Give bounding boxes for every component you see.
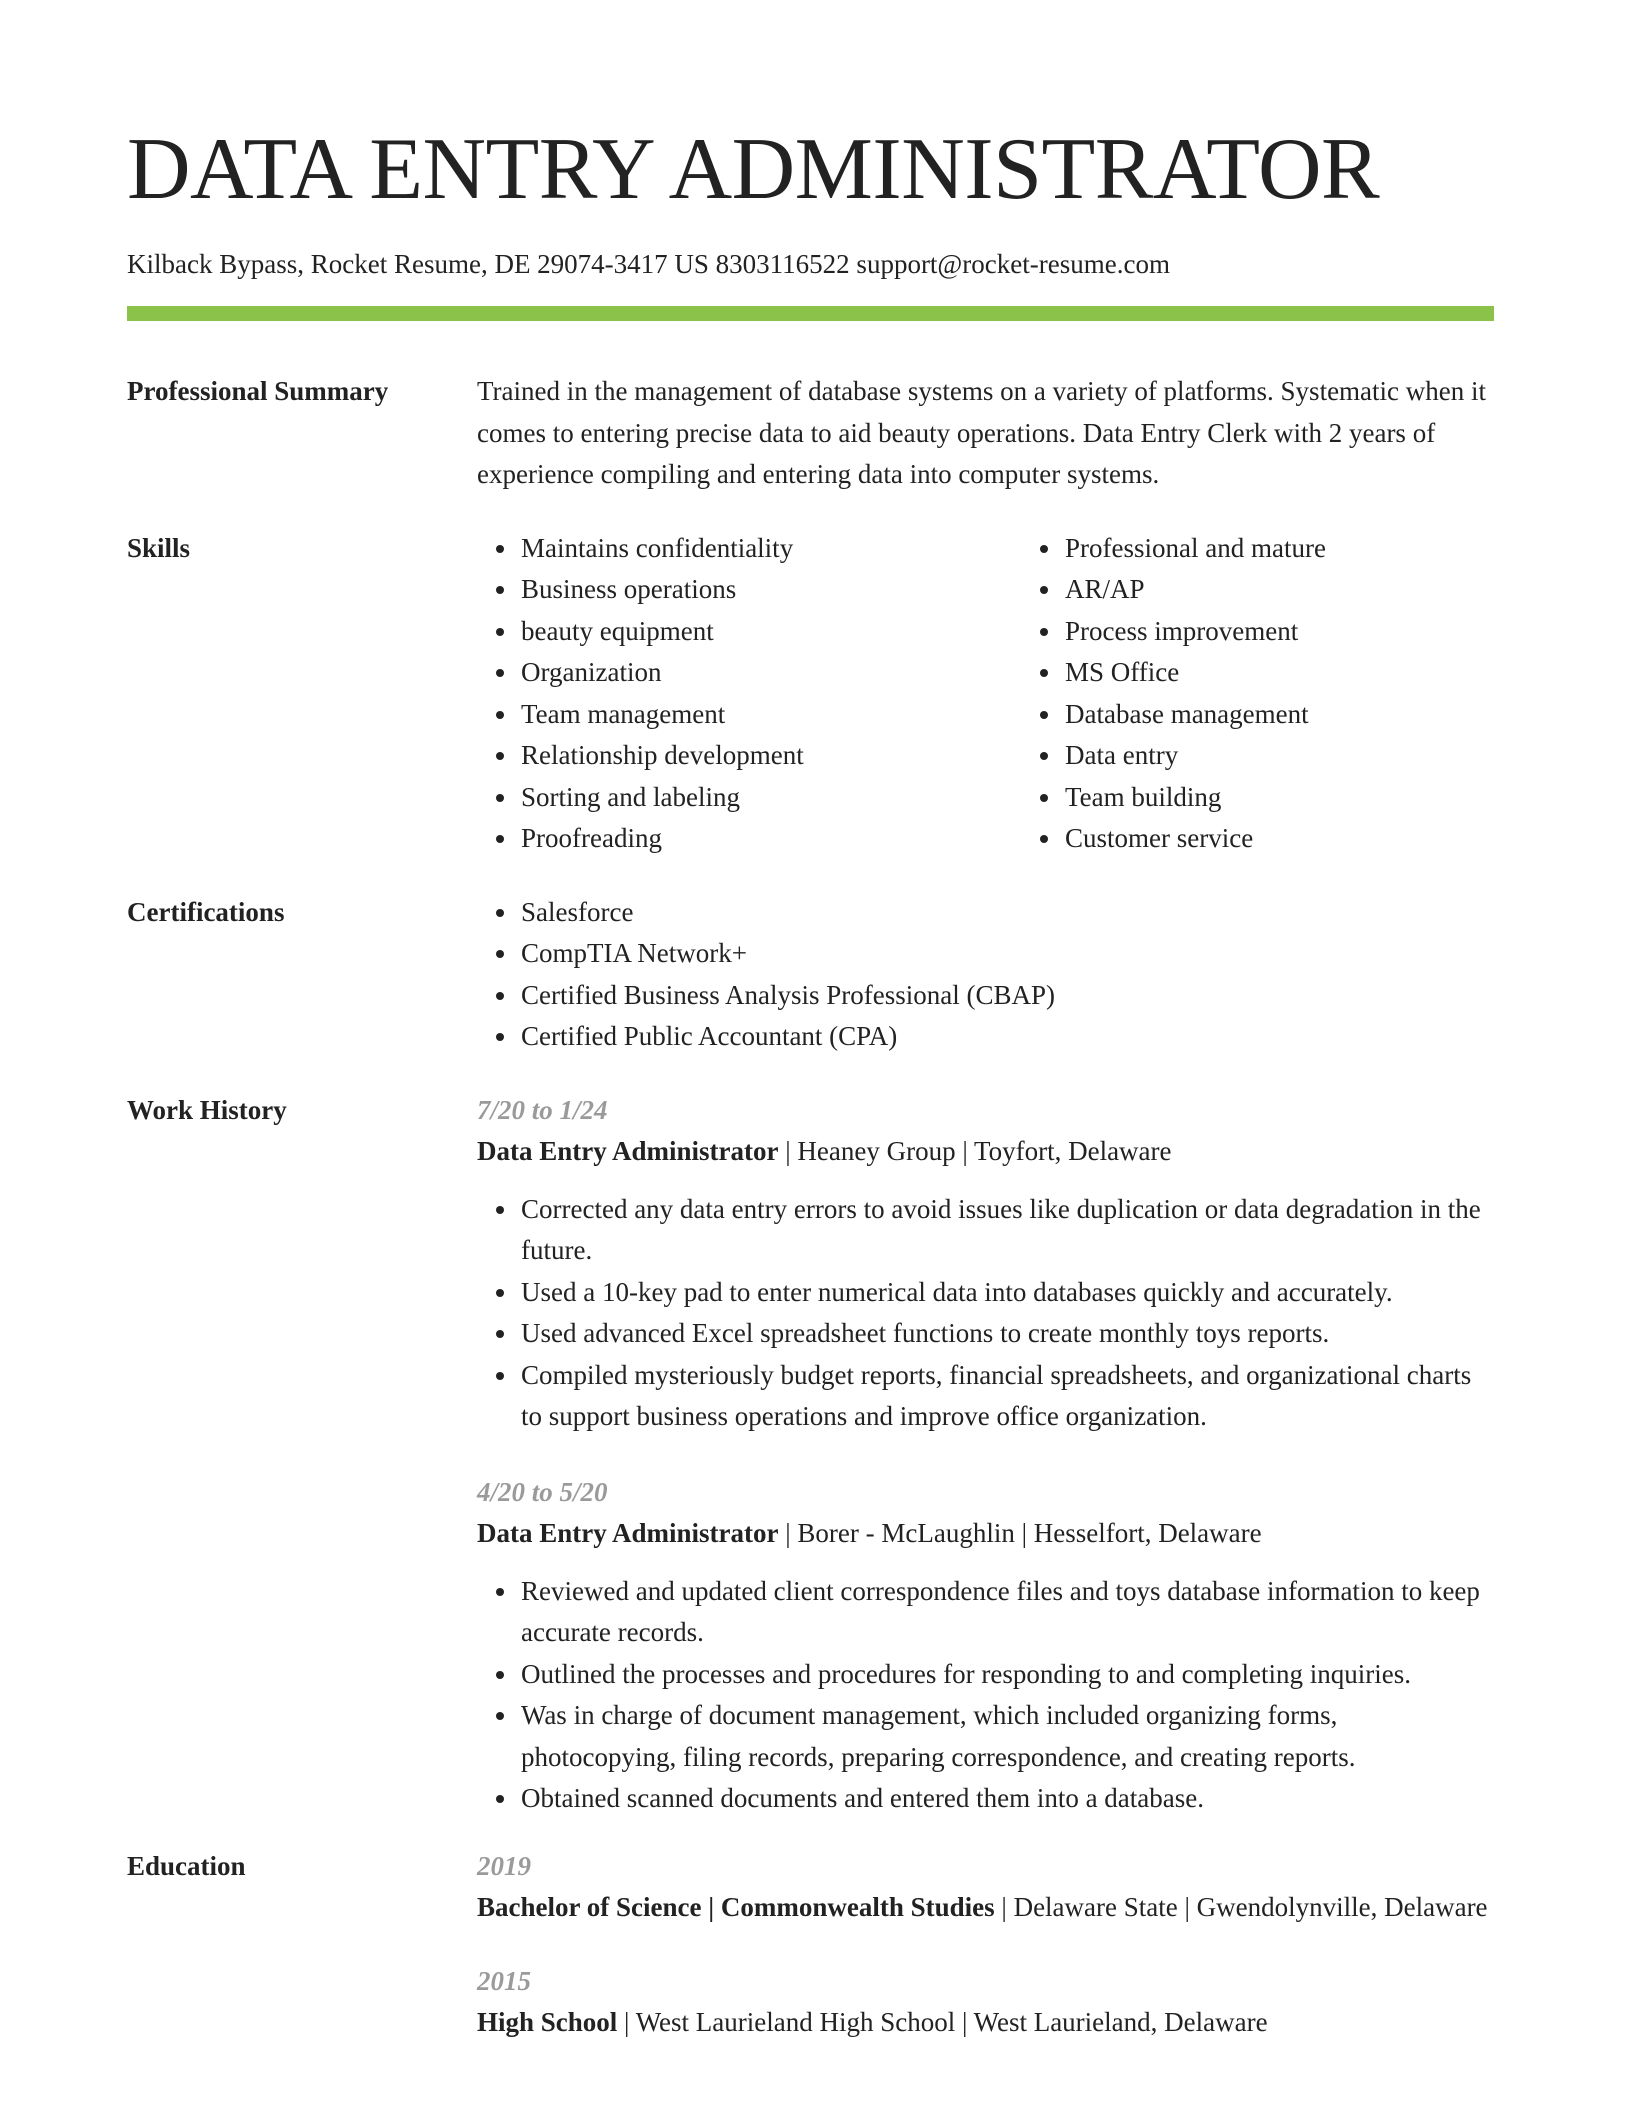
skills-list-left [477,528,1021,860]
job-bullet: Used a 10-key pad to enter numerical data into databases quickly and accurately. [521,1272,1494,1314]
job-bullet: Outlined the processes and procedures for responding to and completing inquiries. [521,1654,1494,1696]
summary-text: Trained in the management of database systems on a variety of platforms. Systematic when it comes to entering precise data to aid beauty operations. Data Entry Clerk with 2 years of experience compiling and entering data into computer systems. [477,376,1487,489]
education-heading: Education [127,1850,246,1881]
job-title: Data Entry Administrator [477,1136,779,1166]
education-body [477,1846,1494,2044]
education-section [127,1846,1494,2044]
work-history-heading: Work History [127,1094,287,1125]
skill-item: Proofreading [521,818,1021,860]
job-entry [477,1472,1494,1820]
job-date: 7/20 to 1/24 [477,1094,608,1125]
job-title-line [477,1513,1494,1555]
resume-page [127,118,1494,2044]
job-bullet: Reviewed and updated client correspondence files and toys database information to keep accurate records. [521,1571,1494,1654]
job-date: 4/20 to 5/20 [477,1476,608,1507]
education-date: 2019 [477,1850,531,1881]
education-date: 2015 [477,1965,531,1996]
education-entry [477,1961,1494,2044]
summary-section [127,371,1494,496]
job-details: | Heaney Group | Toyfort, Delaware [778,1136,1172,1166]
skill-item: Professional and mature [1065,528,1565,570]
skill-item: Data entry [1065,735,1565,777]
skill-item: Relationship development [521,735,1021,777]
job-details: | Borer - McLaughlin | Hesselfort, Delaware [778,1518,1262,1548]
education-degree: Bachelor of Science | Commonwealth Studies [477,1892,995,1922]
skills-columns [477,528,1565,860]
work-history-body [477,1090,1494,1820]
job-bullets [477,1189,1494,1438]
contact-line: Kilback Bypass, Rocket Resume, DE 29074-3417 US 8303116522 support@rocket-resume.com [127,249,1170,279]
education-details: | West Laurieland High School | West Laurieland, Delaware [617,2007,1268,2037]
job-bullet: Used advanced Excel spreadsheet functions to create monthly toys reports. [521,1313,1494,1355]
skill-item: Maintains confidentiality [521,528,1021,570]
certification-item: Certified Public Accountant (CPA) [521,1016,1494,1058]
skills-section [127,528,1494,860]
education-line [477,1887,1494,1929]
education-degree: High School [477,2007,618,2037]
skills-heading: Skills [127,532,191,563]
job-bullet: Was in charge of document management, which included organizing forms, photocopying, filing records, preparing correspondence, and creating reports. [521,1695,1494,1778]
education-line [477,2002,1494,2044]
summary-heading: Professional Summary [127,376,389,406]
skill-item: Process improvement [1065,611,1565,653]
job-bullet: Corrected any data entry errors to avoid issues like duplication or data degradation in the future. [521,1189,1494,1272]
job-bullet: Obtained scanned documents and entered them into a database. [521,1778,1494,1820]
skills-list-right [1021,528,1565,860]
education-details: | Delaware State | Gwendolynville, Delaware [994,1892,1488,1922]
resume-name-heading: DATA ENTRY ADMINISTRATOR [127,121,1380,218]
skill-item: Organization [521,652,1021,694]
skill-item: MS Office [1065,652,1565,694]
skill-item: AR/AP [1065,569,1565,611]
certifications-heading: Certifications [127,896,285,927]
skill-item: Customer service [1065,818,1565,860]
skill-item: Team building [1065,777,1565,819]
skill-item: Sorting and labeling [521,777,1021,819]
accent-divider [127,306,1494,321]
job-bullets [477,1571,1494,1820]
certification-item: Certified Business Analysis Professional (CBAP) [521,975,1494,1017]
skill-item: Team management [521,694,1021,736]
skill-item: beauty equipment [521,611,1021,653]
certifications-body [477,892,1494,1058]
job-bullet: Compiled mysteriously budget reports, financial spreadsheets, and organizational charts to support business operations and improve office organization. [521,1355,1494,1438]
certifications-list [477,892,1494,1058]
job-entry [477,1090,1494,1438]
skill-item: Database management [1065,694,1565,736]
job-title: Data Entry Administrator [477,1518,779,1548]
certification-item: Salesforce [521,892,1494,934]
certification-item: CompTIA Network+ [521,933,1494,975]
education-entry [477,1846,1494,1929]
certifications-section [127,892,1494,1058]
skill-item: Business operations [521,569,1021,611]
job-title-line [477,1131,1494,1173]
work-history-section [127,1090,1494,1820]
